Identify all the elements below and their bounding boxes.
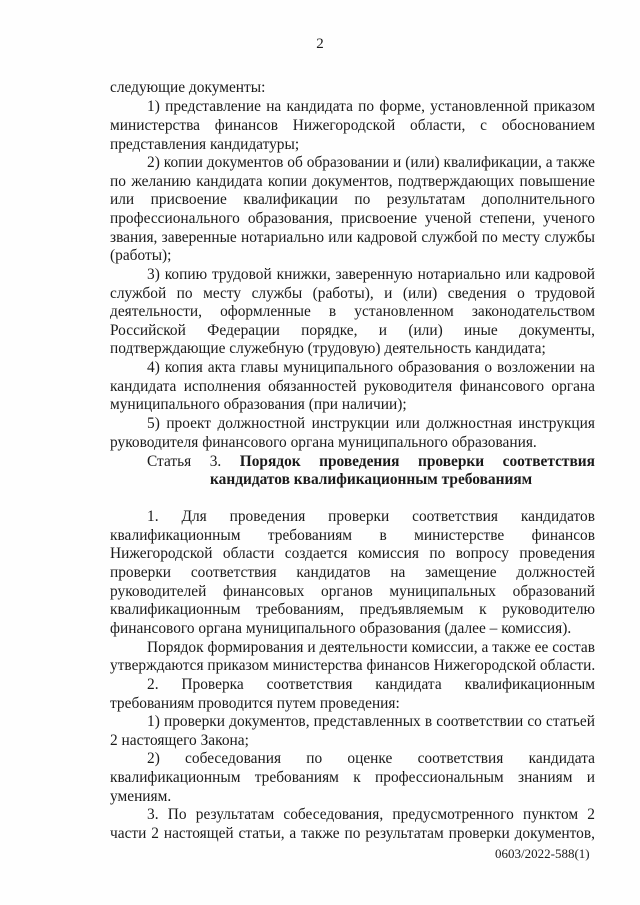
article-heading-line-2: кандидатов квалификационным требованиям <box>210 471 533 488</box>
text-line: 5) проект должностной инструкции или должностная инструкция <box>147 415 595 432</box>
text-line: 2) копии документов об образовании и (или) квалификации, а также <box>147 154 595 171</box>
text-line: части 2 настоящей статьи, а также по результатам проверки документов, <box>110 825 595 842</box>
text-line: руководителей финансовых органов муниципальных образований <box>110 583 595 600</box>
text-line: 2) собеседования по оценке соответствия кандидата <box>147 750 595 767</box>
text-line: министерства финансов Нижегородской области, с обоснованием <box>110 117 595 134</box>
text-line: квалификационным требованиям к профессиональным знаниям и <box>110 769 595 786</box>
text-line: подтверждающие служебную (трудовую) деятельность кандидата; <box>110 340 546 357</box>
article-label: Статья 3. <box>147 453 222 470</box>
text-line: финансового органа муниципального образования (далее – комиссия). <box>110 620 572 637</box>
text-line: кандидата исполнения обязанностей руководителя финансового органа <box>110 378 595 395</box>
text-line: (работы); <box>110 247 172 264</box>
text-line: 1. Для проведения проверки соответствия кандидатов <box>147 508 595 525</box>
text-line: Российской Федерации порядке, и (или) иные документы, <box>110 322 595 339</box>
text-line: 2 настоящего Закона; <box>110 732 249 749</box>
text-line: проверки соответствия кандидатов на замещение должностей <box>110 564 595 581</box>
text-line: 4) копия акта главы муниципального образования о возложении на <box>147 359 595 376</box>
text-line: квалификационным требованиям в министерстве финансов <box>110 527 595 544</box>
text-line: руководителя финансового органа муниципального образования. <box>110 434 537 451</box>
text-line: утверждаются приказом министерства финансов Нижегородской области. <box>110 657 596 674</box>
document-code: 0603/2022-588(1) <box>495 846 590 861</box>
article-title-part-1: Порядок проведения проверки соответствия <box>239 453 595 470</box>
text-line: деятельности, оформленные в установленном законодательством <box>110 303 595 320</box>
text-line: 3) копию трудовой книжки, заверенную нотариально или кадровой <box>147 266 595 283</box>
text-line: службой по месту службы (работы), и (или) сведения о трудовой <box>110 285 595 302</box>
text-line: по желанию кандидата копии документов, подтверждающих повышение <box>110 173 595 190</box>
text-line: Порядок формирования и деятельности комиссии, а также ее состав <box>147 639 595 656</box>
text-line: следующие документы: <box>110 79 266 96</box>
text-line: 1) проверки документов, представленных в соответствии со статьей <box>147 713 595 730</box>
article-heading-line-1 <box>147 453 595 471</box>
text-line: профессионального образования, присвоение ученой степени, ученого <box>110 210 595 227</box>
text-line: представления кандидатуры; <box>110 136 300 153</box>
text-line: требованиям проводится путем проведения: <box>110 695 400 712</box>
text-line: 2. Проверка соответствия кандидата квалификационным <box>147 676 595 693</box>
text-line: умениям. <box>110 788 172 805</box>
text-line: или присвоение квалификации по результатам дополнительного <box>110 191 595 208</box>
text-line: муниципального образования (при наличии); <box>110 396 407 413</box>
page-number: 2 <box>316 36 324 52</box>
text-line: 3. По результатам собеседования, предусмотренного пунктом 2 <box>147 806 595 823</box>
text-line: квалификационным требованиям, предъявляемым к руководителю <box>110 601 595 618</box>
text-line: Нижегородской области создается комиссия по вопросу проведения <box>110 545 595 562</box>
text-line: 1) представление на кандидата по форме, установленной приказом <box>147 98 595 115</box>
text-line: звания, заверенные нотариально или кадровой службой по месту службы <box>110 229 595 246</box>
